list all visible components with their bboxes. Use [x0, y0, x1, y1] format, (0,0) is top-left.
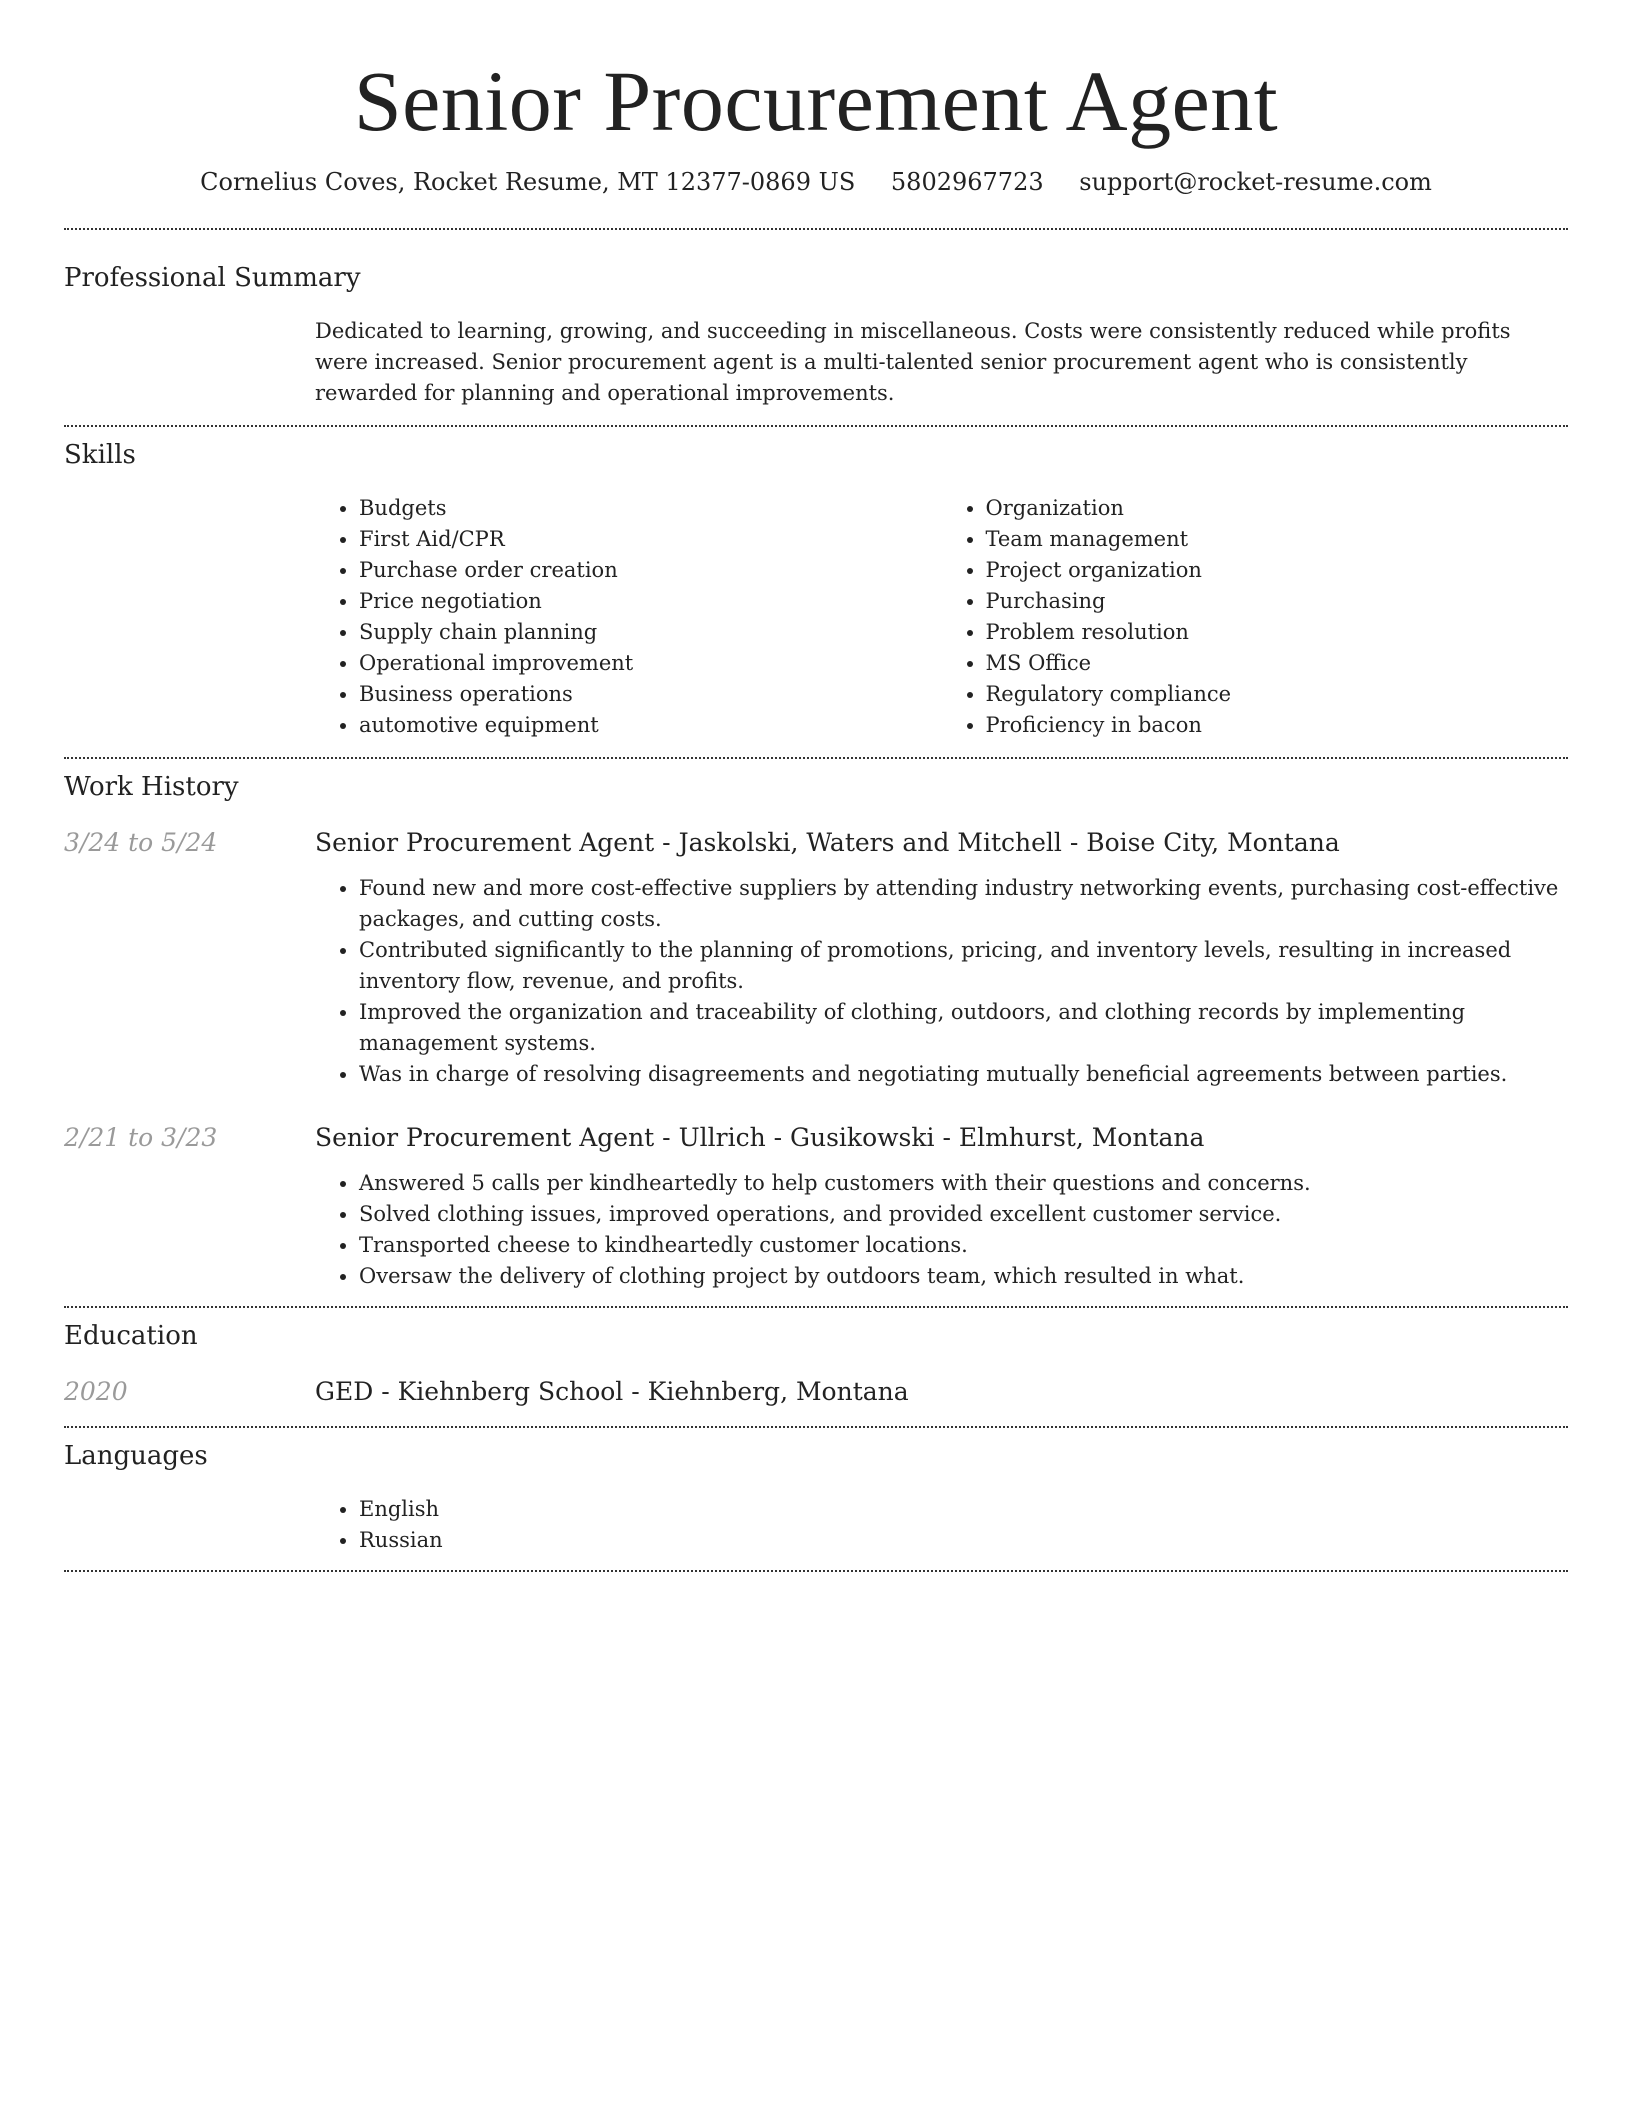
skill-item: • Proficiency in bacon	[986, 710, 1569, 741]
contact-phone: 5802967723	[890, 168, 1044, 196]
education-header	[64, 1374, 1568, 1410]
skill-item: • Supply chain planning	[359, 617, 942, 648]
resume-page	[64, 0, 1568, 1572]
languages-section	[64, 1428, 1568, 1570]
languages-heading: Languages	[64, 1441, 208, 1471]
work-history-section	[64, 759, 1568, 1306]
skill-item: • First Aid/CPR	[359, 524, 942, 555]
language-item: • English	[359, 1494, 1568, 1525]
job-bullet: • Improved the organization and traceability of clothing, outdoors, and clothing records by implementing management systems.	[359, 997, 1568, 1059]
skill-item: • Regulatory compliance	[986, 679, 1569, 710]
skill-item: • MS Office	[986, 648, 1569, 679]
skill-item: • Purchasing	[986, 586, 1569, 617]
skill-item: • Business operations	[359, 679, 942, 710]
job-dates: 3/24 to 5/24	[64, 828, 218, 857]
job-entry	[64, 1120, 1568, 1306]
skill-item: • Budgets	[359, 493, 942, 524]
education-heading: Education	[64, 1321, 198, 1351]
job-bullet-list	[315, 873, 1568, 1090]
skill-item: • automotive equipment	[359, 710, 942, 741]
contact-address: Cornelius Coves, Rocket Resume, MT 12377-0869 US	[200, 168, 856, 196]
job-bullets	[315, 873, 1568, 1090]
skill-item: • Price negotiation	[359, 586, 942, 617]
language-item: • Russian	[359, 1525, 1568, 1556]
job-bullet: • Solved clothing issues, improved operations, and provided excellent customer service.	[359, 1199, 1568, 1230]
education-section	[64, 1308, 1568, 1426]
divider	[64, 1570, 1568, 1572]
education-entry	[64, 1374, 1568, 1426]
education-year: 2020	[64, 1377, 128, 1406]
summary-content	[315, 316, 1568, 425]
contact-email: support@rocket-resume.com	[1079, 168, 1432, 196]
job-header	[64, 1120, 1568, 1156]
work-history-heading: Work History	[64, 772, 239, 802]
job-header	[64, 825, 1568, 861]
summary-section	[64, 230, 1568, 425]
job-bullet: • Transported cheese to kindheartedly customer locations.	[359, 1230, 1568, 1261]
job-title: Senior Procurement Agent - Ullrich - Gusikowski - Elmhurst, Montana	[315, 1123, 1205, 1152]
languages-list	[315, 1494, 1568, 1556]
job-bullet: • Answered 5 calls per kindheartedly to help customers with their questions and concerns.	[359, 1168, 1568, 1199]
job-bullet-list	[315, 1168, 1568, 1292]
skills-list-left	[315, 493, 942, 741]
summary-heading: Professional Summary	[64, 263, 361, 293]
languages-content	[315, 1494, 1568, 1570]
education-title: GED - Kiehnberg School - Kiehnberg, Montana	[315, 1377, 909, 1406]
skill-item: • Project organization	[986, 555, 1569, 586]
job-bullets	[315, 1168, 1568, 1306]
skill-item: • Operational improvement	[359, 648, 942, 679]
job-title: Senior Procurement Agent - Jaskolski, Waters and Mitchell - Boise City, Montana	[315, 828, 1340, 857]
job-bullet: • Oversaw the delivery of clothing project by outdoors team, which resulted in what.	[359, 1261, 1568, 1292]
contact-line	[64, 164, 1568, 200]
job-dates: 2/21 to 3/23	[64, 1123, 218, 1152]
skill-item: • Organization	[986, 493, 1569, 524]
skill-item: • Problem resolution	[986, 617, 1569, 648]
job-entry	[64, 825, 1568, 1090]
skills-list-right	[942, 493, 1569, 741]
resume-name: Senior Procurement Agent	[353, 53, 1279, 149]
skill-item: • Purchase order creation	[359, 555, 942, 586]
summary-text: Dedicated to learning, growing, and succeeding in miscellaneous. Costs were consistently reduced while profits were increased. Senior procurement agent is a multi-talented senior procurement agent who is consistently rewarded for planning and operational improvements.	[315, 319, 1511, 405]
skills-heading: Skills	[64, 440, 136, 470]
job-bullet: • Contributed significantly to the planning of promotions, pricing, and inventory levels, resulting in increased inventory flow, revenue, and profits.	[359, 935, 1568, 997]
job-bullet: • Found new and more cost-effective suppliers by attending industry networking events, purchasing cost-effective packages, and cutting costs.	[359, 873, 1568, 935]
skill-item: • Team management	[986, 524, 1569, 555]
skills-grid	[315, 493, 1568, 757]
skills-section	[64, 427, 1568, 757]
job-bullet: • Was in charge of resolving disagreements and negotiating mutually beneficial agreements between parties.	[359, 1059, 1568, 1090]
